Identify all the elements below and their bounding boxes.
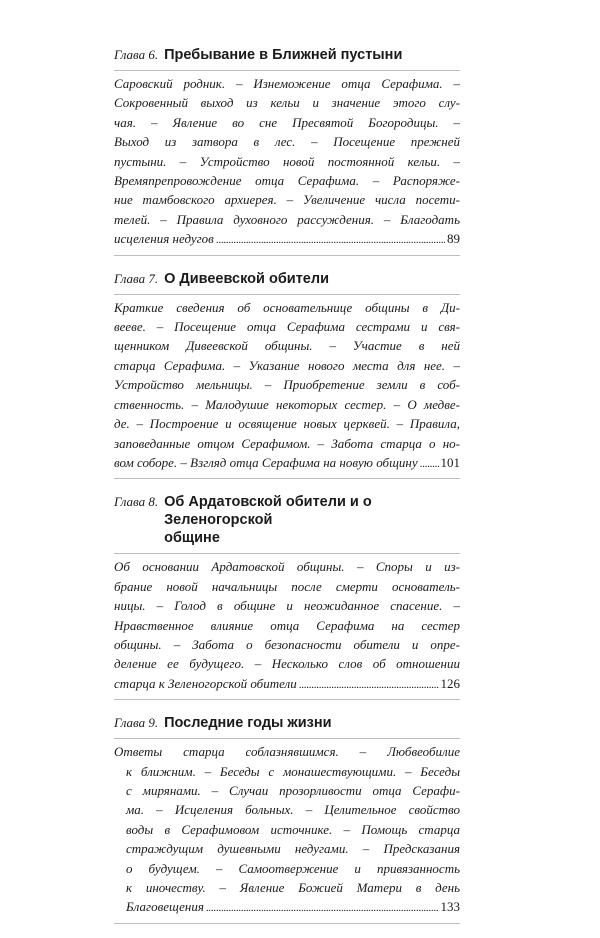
chapter-title-line: Об Ардатовской обители и о Зеленогорской <box>164 494 372 529</box>
summary-last-line <box>114 674 460 695</box>
summary-line: Нравственное влияние отца Серафима на сестер <box>114 617 460 633</box>
chapter-summary <box>114 738 460 924</box>
chapter-title: Последние годы жизни <box>164 715 332 732</box>
page-number[interactable]: 133 <box>440 899 460 915</box>
summary-line: Выход из затвора в лес. – Посещение прежней <box>114 134 460 150</box>
summary-line: вееве. – Посещение отца Серафима сестрами и свя- <box>114 319 460 335</box>
chapter-title: О Дивеевской обители <box>164 270 329 287</box>
chapter-heading <box>114 270 460 288</box>
summary-line: о будущем. – Самоотвержение и привязанность <box>126 860 460 876</box>
chapter-title: Пребывание в Ближней пустыни <box>164 47 403 63</box>
summary-line: к иночеству. – Явление Божией Матери в день <box>126 880 460 895</box>
chapter-heading <box>114 46 460 64</box>
summary-line: Об основании Ардатовской общины. – Споры и из- <box>114 559 460 575</box>
chapter-label: Глава 7. <box>114 270 159 286</box>
chapter-7 <box>114 270 460 480</box>
summary-line: Устройство мельницы. – Приобретение земли в соб- <box>114 377 460 393</box>
summary-line: Ответы старца соблазнявшимся. – Любвеобилие <box>114 744 460 760</box>
summary-line: ницы. – Голод в общине и неожиданное спасение. – <box>114 598 460 614</box>
chapter-label: Глава 6. <box>114 47 159 62</box>
summary-line: Времяпрепровождение отца Серафима. – Распоряже- <box>114 173 460 189</box>
chapter-title <box>164 493 460 547</box>
summary-last-line <box>114 453 460 474</box>
summary-line: чая. – Явление во сне Пресвятой Богородицы. – <box>114 114 460 130</box>
summary-line: общины. – Забота о безопасности обители и опре- <box>114 636 460 652</box>
chapter-9 <box>114 714 460 924</box>
summary-line: к ближним. – Беседы с монашествующими. – Беседы <box>126 763 460 779</box>
summary-line-text: вом соборе. – Взгляд отца Серафима на новую общину <box>114 454 418 470</box>
chapter-heading <box>114 714 460 732</box>
chapter-summary <box>114 553 460 700</box>
chapter-8 <box>114 493 460 700</box>
summary-line: ма. – Исцеления больных. – Целительное свойство <box>126 802 460 818</box>
chapter-title-line: общине <box>164 530 220 547</box>
summary-line: телей. – Правила духовного рассуждения. – Благодать <box>114 211 460 227</box>
summary-line: Сокровенный выход из кельи и значение этого слу- <box>114 95 460 111</box>
summary-line: де. – Построение и освящение новых церквей. – Правила, <box>114 416 460 432</box>
summary-line: страждущим душевными недугами. – Предсказания <box>126 841 460 857</box>
summary-line: ственность. – Малодушие некоторых сестер. – О медве- <box>114 396 460 412</box>
dot-leader <box>299 674 439 695</box>
dot-leader <box>206 897 439 918</box>
chapter-6 <box>114 46 460 256</box>
page-number[interactable]: 101 <box>440 454 460 470</box>
dot-leader <box>420 453 439 474</box>
page-number[interactable]: 126 <box>440 675 460 691</box>
summary-last-line <box>114 229 460 250</box>
summary-line: старца Серафима. – Указание нового места для нее. – <box>114 357 460 373</box>
summary-line: деление ее будущего. – Несколько слов об отношении <box>114 656 460 672</box>
chapter-label: Глава 8. <box>114 494 159 510</box>
summary-line: ние тамбовского архиерея. – Увеличение числа посети- <box>114 192 460 208</box>
summary-line: пустыни. – Устройство новой постоянной кельи. – <box>114 153 460 169</box>
chapter-heading <box>114 493 460 547</box>
table-of-contents <box>114 46 460 938</box>
dot-leader <box>216 229 445 250</box>
summary-line-text: Благовещения <box>126 899 204 915</box>
summary-line: щенником Дивеевской общины. – Участие в ней <box>114 338 460 354</box>
summary-line: Краткие сведения об основательнице общины в Ди- <box>114 299 460 315</box>
summary-line: с мирянами. – Случаи прозорливости отца Серафи- <box>126 782 460 798</box>
summary-line-text: старца к Зеленогорской обители <box>114 675 297 691</box>
summary-line: заповеданные отцом Серафимом. – Забота старца о но- <box>114 435 460 451</box>
summary-line: Саровский родник. – Изнеможение отца Серафима. – <box>114 76 460 91</box>
summary-line-text: исцеления недугов <box>114 231 214 247</box>
chapter-label: Глава 9. <box>114 715 159 731</box>
page-number[interactable]: 89 <box>447 231 460 247</box>
chapter-summary <box>114 294 460 480</box>
summary-last-line <box>114 897 460 918</box>
summary-line: воды в Серафимовом источнике. – Помощь старца <box>126 821 460 837</box>
chapter-summary <box>114 70 460 256</box>
summary-line: брание новой начальницы после смерти основатель- <box>114 578 460 594</box>
